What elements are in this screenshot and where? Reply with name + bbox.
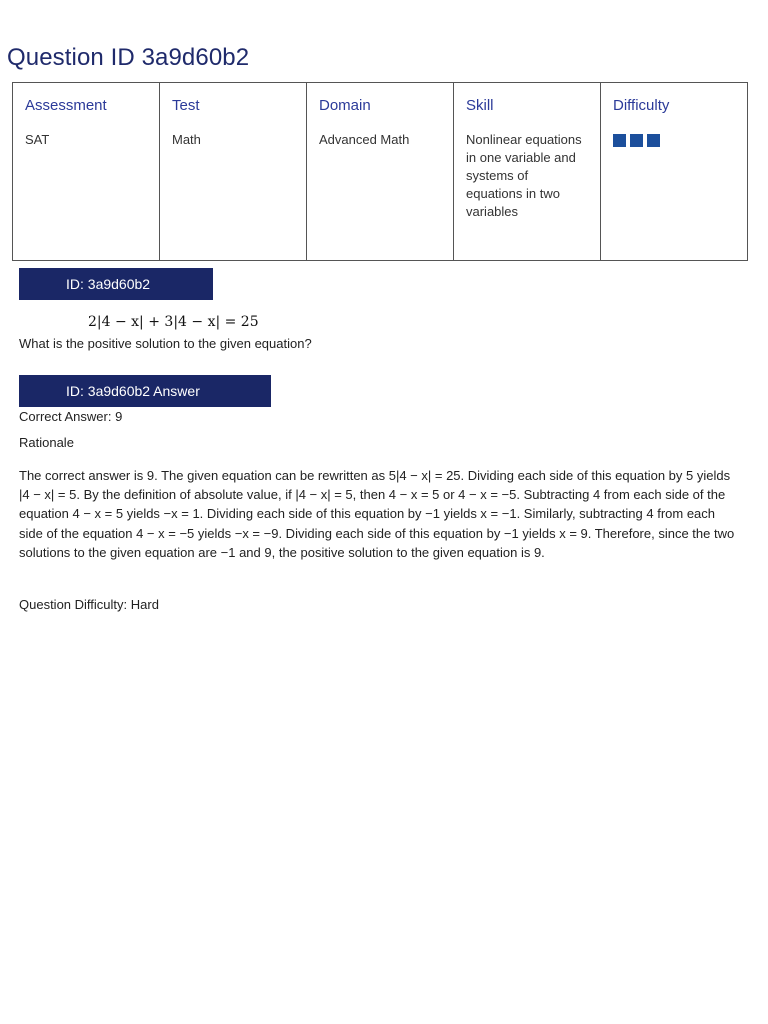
difficulty-bar <box>647 134 660 147</box>
header-difficulty: Difficulty <box>601 83 748 127</box>
correct-answer: Correct Answer: 9 <box>19 409 123 424</box>
cell-difficulty <box>601 127 748 261</box>
cell-test: Math <box>160 127 307 261</box>
question-id-banner: ID: 3a9d60b2 <box>19 268 213 300</box>
cell-domain: Advanced Math <box>307 127 454 261</box>
header-test: Test <box>160 83 307 127</box>
cell-skill: Nonlinear equations in one variable and systems of equations in two variables <box>454 127 601 261</box>
page-title: Question ID 3a9d60b2 <box>7 44 250 71</box>
table-row <box>13 127 748 261</box>
question-metadata-table <box>12 82 748 261</box>
header-domain: Domain <box>307 83 454 127</box>
difficulty-bar <box>630 134 643 147</box>
difficulty-indicator <box>613 134 735 147</box>
header-skill: Skill <box>454 83 601 127</box>
answer-id-banner: ID: 3a9d60b2 Answer <box>19 375 271 407</box>
question-prompt: What is the positive solution to the given equation? <box>19 336 312 351</box>
header-assessment: Assessment <box>13 83 160 127</box>
question-equation: 2|4 − x| + 3|4 − x| = 25 <box>88 314 259 330</box>
table-header-row <box>13 83 748 127</box>
difficulty-bar <box>613 134 626 147</box>
rationale-text: The correct answer is 9. The given equation can be rewritten as 5|4 − x| = 25. Dividing each side of this equation by 5 yields |4 − x| = 5. By the definition of absolute value, if |4 − x| = 5, then 4 − x = 5 or 4 − x = −5. Subtracting 4 from each side of the equation 4 − x = 5 yields −x = 1. Dividing each side of this equation by −1 yields x = −1. Similarly, subtracting 4 from each side of the equation 4 − x = −5 yields −x = −9. Dividing each side of this equation by −1 yields x = 9. Therefore, since the two solutions to the given equation are −1 and 9, the positive solution to the given equation is 9. <box>19 468 735 560</box>
cell-assessment: SAT <box>13 127 160 261</box>
question-difficulty: Question Difficulty: Hard <box>19 597 159 612</box>
rationale-heading: Rationale <box>19 435 74 450</box>
